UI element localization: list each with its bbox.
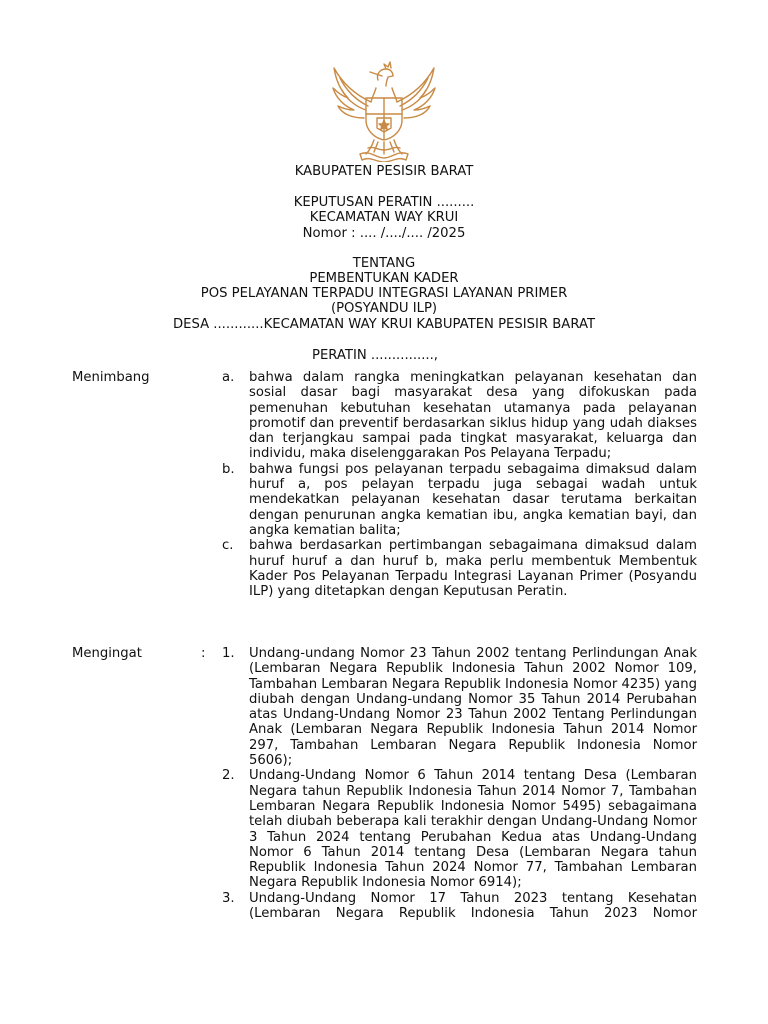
mengingat-label: Mengingat: [72, 646, 142, 661]
menimbang-label: Menimbang: [72, 370, 150, 385]
about-heading: TENTANG: [352, 256, 416, 271]
item-text: Undang-undang Nomor 23 Tahun 2002 tentang Perlindungan Anak (Lembaran Negara Republik Indonesia Tahun 2002 Nomor 109, Tambahan Lembaran Negara Republik Indonesia Nomor 4235) yang diubah dengan Undang-undang Nomor 35 Tahun 2014 Perubahan atas Undang-Undang Nomor 23 Tahun 2002 Tentang Perlindungan Anak (Lembaran Negara Republik Indonesia Tahun 2014 Nomor 297, Tambahan Lembaran Negara Republik Indonesia Nomor 5606);: [249, 646, 697, 769]
item-text: bahwa dalam rangka meningkatkan pelayanan kesehatan dan sosial dasar bagi masyarakat desa yang difokuskan pada pemenuhan kebutuhan kesehatan utamanya pada pelayanan promotif dan preventif berdasarkan siklus hidup yang udah diakses dan terjangkau sampai pada tingkat masyarakat, keluarga dan individu, maka diselenggarakan Pos Pelayana Terpadu;: [249, 370, 697, 462]
garuda-pancasila-emblem-icon: [324, 58, 444, 162]
subject-line-4: DESA ............KECAMATAN WAY KRUI KABUPATEN PESISIR BARAT: [172, 317, 595, 332]
list-item: [0, 538, 768, 599]
item-text: bahwa berdasarkan pertimbangan sebagaimana dimaksud dalam huruf huruf a dan huruf b, maka perlu membentuk Membentuk Kader Pos Pelayanan Terpadu Integrasi Layanan Primer (Posyandu ILP) yang ditetapkan dengan Keputusan Peratin.: [249, 538, 697, 600]
list-item: [0, 462, 768, 538]
list-item: [0, 768, 768, 890]
list-item: [0, 646, 768, 768]
item-text: Undang-Undang Nomor 17 Tahun 2023 tentang Kesehatan (Lembaran Negara Republik Indonesia Tahun 2023 Nomor: [249, 890, 697, 922]
item-marker: a.: [222, 370, 235, 385]
item-marker: b.: [222, 461, 235, 477]
mengingat-colon: :: [201, 646, 206, 661]
subject-line-3: (POSYANDU ILP): [330, 301, 438, 316]
item-text: bahwa fungsi pos pelayanan terpadu sebagaima dimaksud dalam huruf a, pos pelayan terpadu juga sebagai wadah untuk mendekatkan pelayanan kesehatan dasar terutama berkaitan dengan penurunan angka kematian ibu, angka kematian bayi, dan angka kematian balita;: [249, 461, 697, 538]
item-marker: 2.: [222, 768, 235, 784]
decree-title: KEPUTUSAN PERATIN .........: [293, 195, 475, 210]
item-text: Undang-Undang Nomor 6 Tahun 2014 tentang Desa (Lembaran Negara tahun Republik Indonesia Tahun 2014 Nomor 7, Tambahan Lembaran Negara Republik Indonesia Nomor 5495) sebagaimana telah diubah beberapa kali terakhir dengan Undang-Undang Nomor 3 Tahun 2024 tentang Perubahan Kedua atas Undang-Undang Nomor 6 Tahun 2014 tentang Desa (Lembaran Negara tahun Republik Indonesia Tahun 2024 Nomor 77, Tambahan Lembaran Negara Republik Indonesia Nomor 6914);: [249, 768, 697, 891]
list-item: [0, 891, 768, 922]
decree-number: Nomor : .... /..../.... /2025: [302, 226, 466, 241]
item-marker: 3.: [222, 890, 235, 906]
menimbang-list: [0, 370, 768, 599]
subject-line-1: PEMBENTUKAN KADER: [309, 271, 459, 286]
regency-title: KABUPATEN PESISIR BARAT: [294, 164, 474, 179]
district-title: KECAMATAN WAY KRUI: [309, 210, 459, 225]
mengingat-list: [0, 646, 768, 921]
item-marker: 1.: [222, 646, 235, 661]
item-marker: c.: [222, 538, 234, 554]
signatory-title: PERATIN ...............,: [312, 348, 438, 363]
subject-line-2: POS PELAYANAN TERPADU INTEGRASI LAYANAN PRIMER: [200, 286, 568, 301]
list-item: [0, 370, 768, 462]
